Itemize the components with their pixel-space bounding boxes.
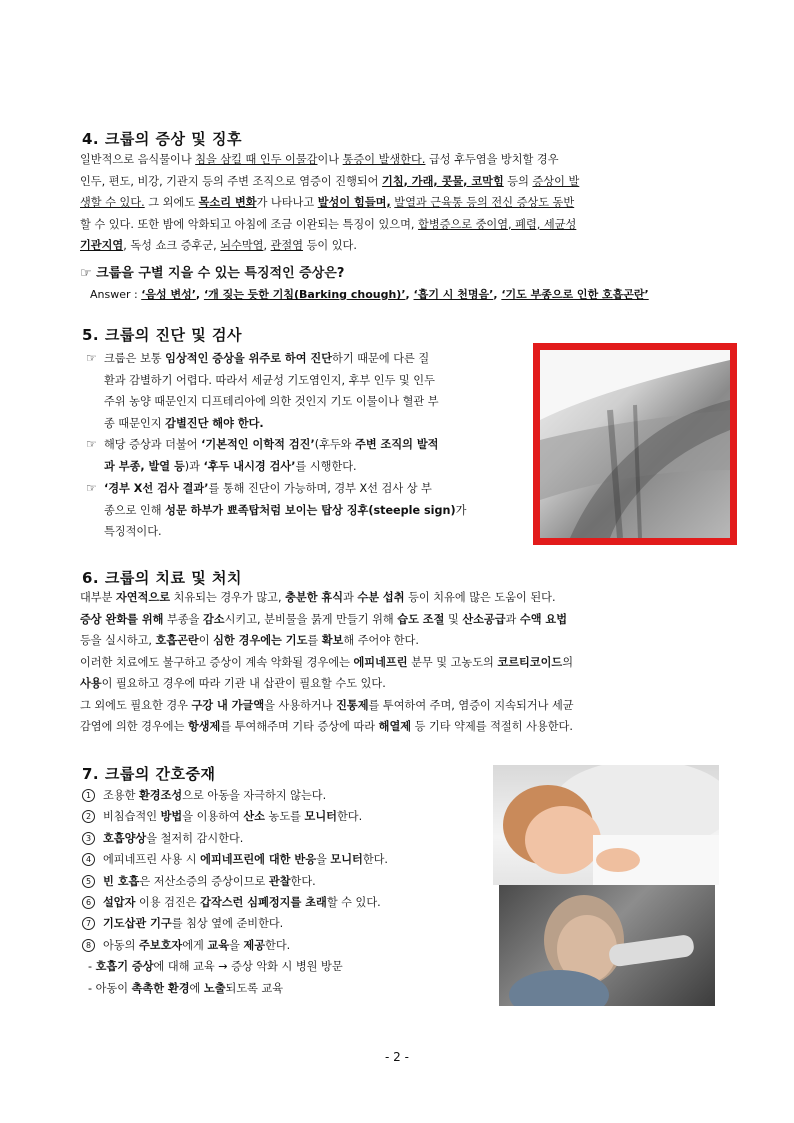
text-run: 통증이 발생한다. <box>342 153 426 166</box>
text-run: ‘기본적인 이학적 검진’ <box>201 438 315 451</box>
text-run: 를 통해 진단이 가능하며, 경부 X선 검사 상 부 <box>208 482 432 495</box>
text-run: 할 수 있다. 또한 밤에 악화되고 아침에 조금 이완되는 특징이 있으며, <box>80 217 419 231</box>
text-run: ‘후두 내시경 검사’ <box>203 459 296 473</box>
bullet-line <box>104 456 532 478</box>
text-run: 해열제 <box>378 720 412 733</box>
text-run: 되도록 교육 <box>225 981 284 995</box>
list-item <box>82 935 388 956</box>
text-run: 급성 후두염을 방치할 경우 <box>425 153 559 166</box>
section-4-line <box>80 192 720 214</box>
text-run: 특징적이다. <box>104 525 162 538</box>
section-6-line <box>80 630 720 652</box>
text-run: 종 때문인지 <box>104 416 166 430</box>
section-6-heading: 6. 크룹의 치료 및 처치 <box>82 569 242 587</box>
text-run: 농도를 <box>265 810 305 824</box>
text-run: 의 <box>562 655 574 669</box>
answer-label: Answer : <box>90 288 142 301</box>
text-run: 모니터 <box>330 853 363 867</box>
section-6-line <box>80 695 720 717</box>
text-run: 기도삽관 기구 <box>103 917 172 931</box>
section-4-line <box>80 171 720 193</box>
list-item-text <box>103 917 283 930</box>
circled-number: 7 <box>82 917 95 930</box>
circled-number: 6 <box>82 896 95 909</box>
text-run: 항생제 <box>187 720 221 733</box>
bullet-line <box>104 391 532 413</box>
text-run: 노출 <box>203 981 226 995</box>
text-run: 치유되는 경우가 많고, <box>170 591 286 604</box>
text-run: 이용 검진은 <box>135 896 201 910</box>
page-number: - 2 - <box>385 1050 409 1064</box>
bullet-line <box>104 413 532 435</box>
text-run: ‘음성 변성’ <box>141 288 196 301</box>
bullet-line <box>104 478 532 500</box>
text-run: 비침습적인 <box>103 810 161 824</box>
xray-illustration <box>540 350 730 538</box>
text-run: ‘흡기 시 천명음’ <box>413 288 494 301</box>
text-run: , <box>493 288 502 301</box>
text-run: 증상이 발 <box>532 174 580 188</box>
text-run: 임상적인 증상을 위주로 하여 진단 <box>165 352 333 365</box>
text-run: 성문 하부가 뾰족탑처럼 보이는 탑상 징후(steeple sign) <box>165 503 456 517</box>
section-4-line <box>80 235 720 257</box>
text-run: 감염에 의한 경우에는 <box>80 720 188 733</box>
bullet-line <box>104 370 532 392</box>
text-run: 심한 경우에는 기도 <box>213 634 308 647</box>
text-run: 을 이용하여 <box>182 810 244 824</box>
text-run: 산소공급 <box>462 612 506 626</box>
circled-number: 8 <box>82 939 95 952</box>
text-run: 인두, 편도, 비강, 기관지 등의 주변 조직으로 염증이 진행되어 <box>80 174 383 188</box>
list-item-text <box>103 789 326 802</box>
text-run: 한다. <box>336 810 363 824</box>
section-6-line <box>80 673 720 695</box>
text-run: 생할 수 있다. <box>80 196 145 209</box>
list-item-text <box>103 896 381 909</box>
text-run: 호흡양상 <box>103 831 147 845</box>
text-run: (후두와 <box>314 438 356 451</box>
text-run: 호흡기 증상 <box>95 960 154 974</box>
pointing-hand-icon: ☞ <box>86 481 97 495</box>
sleeping-child-photo <box>493 765 719 885</box>
pointing-hand-icon: ☞ <box>86 351 97 365</box>
text-run: 하기 때문에 다른 질 <box>332 352 430 365</box>
circled-number: 3 <box>82 832 95 845</box>
bullet-line <box>104 348 532 370</box>
neck-xray-image <box>533 343 737 545</box>
list-item <box>82 871 388 892</box>
list-item <box>82 913 388 934</box>
text-run: 를 <box>307 634 322 647</box>
list-item <box>82 828 388 849</box>
list-item <box>82 806 388 827</box>
text-run: 그 외에도 <box>144 196 199 209</box>
text-run: 과 <box>505 612 520 626</box>
circled-number: 4 <box>82 853 95 866</box>
text-run: 주위 농양 때문인지 디프테리아에 의한 것인지 기도 이물이나 혈관 부 <box>104 395 439 408</box>
text-run: 으로 아동을 자극하지 않는다. <box>182 789 327 802</box>
sub-list-item <box>82 956 388 977</box>
section-6-line <box>80 652 720 674</box>
list-item <box>82 785 388 806</box>
text-run: , 독성 쇼크 증후군, <box>123 239 221 252</box>
section-4-body <box>80 149 720 257</box>
bullet-line <box>104 434 532 456</box>
text-run: 을 철저히 감시한다. <box>146 831 244 845</box>
text-run: 은 저산소증의 증상이므로 <box>139 874 269 888</box>
text-run: 설압자 <box>103 896 136 910</box>
text-run: , <box>195 288 204 301</box>
text-run: 부종을 <box>163 612 203 626</box>
text-run: 환과 감별하기 어렵다. 따라서 세균성 기도염인지, 후부 인두 및 인두 <box>104 373 435 387</box>
text-run: 충분한 휴식 <box>285 591 344 604</box>
text-run: 습도 조절 <box>397 612 445 626</box>
list-item-text <box>103 832 243 845</box>
text-run: ‘개 짖는 듯한 기침(Barking chough)’ <box>203 288 406 301</box>
text-run: 제공 <box>243 938 266 952</box>
section-6-line <box>80 716 720 738</box>
text-run: 등의 <box>503 174 533 188</box>
bullet-line <box>104 500 532 522</box>
text-run: 를 침상 옆에 준비한다. <box>171 917 284 931</box>
text-run: 과 부종, 발열 등 <box>104 459 185 473</box>
text-run: 증상 완화를 위해 <box>80 612 164 626</box>
text-run: 주보호자 <box>138 938 183 952</box>
text-run: 이 필요하고 경우에 따라 기관 내 삽관이 필요할 수도 있다. <box>101 677 386 690</box>
text-run: 한다. <box>265 938 291 952</box>
list-item <box>82 849 388 870</box>
text-run: 침을 삼킬 때 인두 이물감 <box>195 153 318 166</box>
text-run: 등을 실시하고, <box>80 634 156 647</box>
circled-number: 1 <box>82 789 95 802</box>
text-run: 산소 <box>243 810 265 824</box>
text-run: 이러한 치료에도 불구하고 증상이 계속 악화될 경우에는 <box>80 655 354 669</box>
text-run: 에 <box>189 981 204 995</box>
text-run: 등 기타 약제를 적절히 사용한다. <box>411 720 573 733</box>
pointing-hand-icon: ☞ <box>86 437 97 451</box>
text-run: 과 <box>343 591 358 604</box>
text-run: 를 투여해주며 기타 증상에 따라 <box>220 720 379 733</box>
section-5-bullet <box>86 478 532 543</box>
list-item-text <box>103 939 290 952</box>
text-run: 에피네프린에 대한 반응 <box>200 853 317 867</box>
text-run: 발성이 힘들며, <box>317 196 391 209</box>
sleeping-child-illustration <box>493 765 719 885</box>
text-run: 수액 요법 <box>519 612 568 626</box>
text-run: 감별진단 해야 한다. <box>165 416 264 430</box>
section-4-line <box>80 149 720 171</box>
text-run: 목소리 변화 <box>198 196 257 209</box>
sub-list-item <box>82 978 388 999</box>
text-run: 를 투여하여 주며, 염증이 지속되거나 세균 <box>368 698 574 712</box>
text-run: 에피네프린 사용 시 <box>103 853 201 867</box>
question-line: ☞ 크룹을 구별 지을 수 있는 특징적인 증상은? <box>80 266 345 281</box>
text-run: 및 <box>444 612 463 626</box>
text-run: 종으로 인해 <box>104 503 166 517</box>
answer-text <box>141 288 648 301</box>
answer-line <box>90 286 649 302</box>
text-run: - <box>88 960 96 974</box>
list-item-text <box>103 810 362 823</box>
text-run: 모니터 <box>304 810 337 824</box>
text-run: 자연적으로 <box>115 591 171 604</box>
text-run: 갑작스런 심폐정지를 초래 <box>200 896 327 910</box>
text-run: )과 <box>184 459 204 473</box>
text-run: 기침, 가래, 콧물, 코막힘 <box>382 174 504 188</box>
text-run: 그 외에도 필요한 경우 <box>80 698 192 712</box>
text-run: - 아동이 <box>88 981 132 995</box>
nursing-intervention-list <box>82 785 388 999</box>
text-run: 이나 <box>317 153 343 166</box>
section-5-bullet <box>86 348 532 434</box>
text-run: 할 수 있다. <box>326 896 381 910</box>
text-run: 주변 조직의 발적 <box>355 438 439 451</box>
circled-number: 2 <box>82 810 95 823</box>
section-5-bullet <box>86 434 532 477</box>
text-run: 시키고, 분비물을 묽게 만들기 위해 <box>224 612 398 626</box>
text-run: 크룹은 보통 <box>104 352 166 365</box>
text-run: 아동의 <box>103 938 139 952</box>
text-run: 확보 <box>321 634 344 647</box>
text-run: 가 나타나고 <box>256 196 318 209</box>
text-run: 구강 내 가글액 <box>191 698 265 712</box>
text-run: 뇌수막염 <box>220 239 264 252</box>
text-run: 호흡곤란 <box>155 634 199 647</box>
text-run: 를 시행한다. <box>295 459 357 473</box>
text-run: ‘기도 부종으로 인한 호흡곤란’ <box>501 288 649 301</box>
text-run: 등이 치유에 많은 도움이 된다. <box>404 591 556 604</box>
text-run: 에피네프린 <box>353 655 408 669</box>
text-run: 을 <box>229 938 244 952</box>
child-nebulizer-photo <box>499 885 715 1006</box>
text-run: 가 <box>455 503 467 517</box>
text-run: 관찰 <box>268 874 291 888</box>
text-run: 수분 섭취 <box>357 591 405 604</box>
text-run: 감소 <box>203 612 225 626</box>
text-run: 빈 호흡 <box>103 874 140 888</box>
child-nebulizer-illustration <box>499 885 715 1006</box>
text-run: 에 대해 교육 → 증상 악화 시 병원 방문 <box>153 960 343 974</box>
section-6-line <box>80 609 720 631</box>
bullet-line <box>104 521 532 543</box>
text-run: 한다. <box>362 853 388 867</box>
text-run: 사용 <box>80 677 102 690</box>
section-4-line <box>80 214 720 236</box>
text-run: 한다. <box>290 874 316 888</box>
text-run: , <box>405 288 414 301</box>
text-run: 코르티코이드 <box>497 655 563 669</box>
text-run: 조용한 <box>103 789 139 802</box>
text-run: 관절염 <box>270 239 304 252</box>
text-run: 교육 <box>207 938 230 952</box>
text-run: 해 주어야 한다. <box>343 634 419 647</box>
text-run: 발열과 근육통 등의 전신 증상도 동반 <box>394 196 575 209</box>
text-run: , <box>263 239 271 252</box>
text-run: 이 <box>198 634 214 647</box>
text-run: 분무 및 고농도의 <box>407 655 498 669</box>
circled-number: 5 <box>82 875 95 888</box>
text-run: ‘경부 X선 검사 결과’ <box>104 482 209 495</box>
text-run: 기관지염 <box>80 239 124 252</box>
text-run: 을 사용하거나 <box>264 698 337 712</box>
list-item <box>82 892 388 913</box>
list-item-text <box>103 875 316 888</box>
list-item-text <box>103 853 388 866</box>
text-run: 대부분 <box>80 591 116 604</box>
text-run: 촉촉한 환경 <box>131 981 190 995</box>
text-run: 환경조성 <box>138 789 183 802</box>
text-run: 해당 증상과 더불어 <box>104 438 202 451</box>
text-run: 합병증으로 중이염, 폐렴, 세균성 <box>418 217 577 231</box>
section-7-heading: 7. 크룹의 간호중재 <box>82 765 216 783</box>
section-4-heading: 4. 크룹의 증상 및 징후 <box>82 130 242 148</box>
text-run: 방법 <box>160 810 183 824</box>
section-6-body <box>80 587 720 738</box>
text-run: 등이 있다. <box>303 239 357 252</box>
section-5-heading: 5. 크룹의 진단 및 검사 <box>82 326 242 344</box>
text-run: 을 <box>316 853 331 867</box>
text-run: 진통제 <box>336 698 369 712</box>
section-6-line <box>80 587 720 609</box>
xray-film <box>540 350 730 538</box>
text-run: 일반적으로 음식물이나 <box>80 153 196 166</box>
text-run: 에게 <box>182 938 208 952</box>
